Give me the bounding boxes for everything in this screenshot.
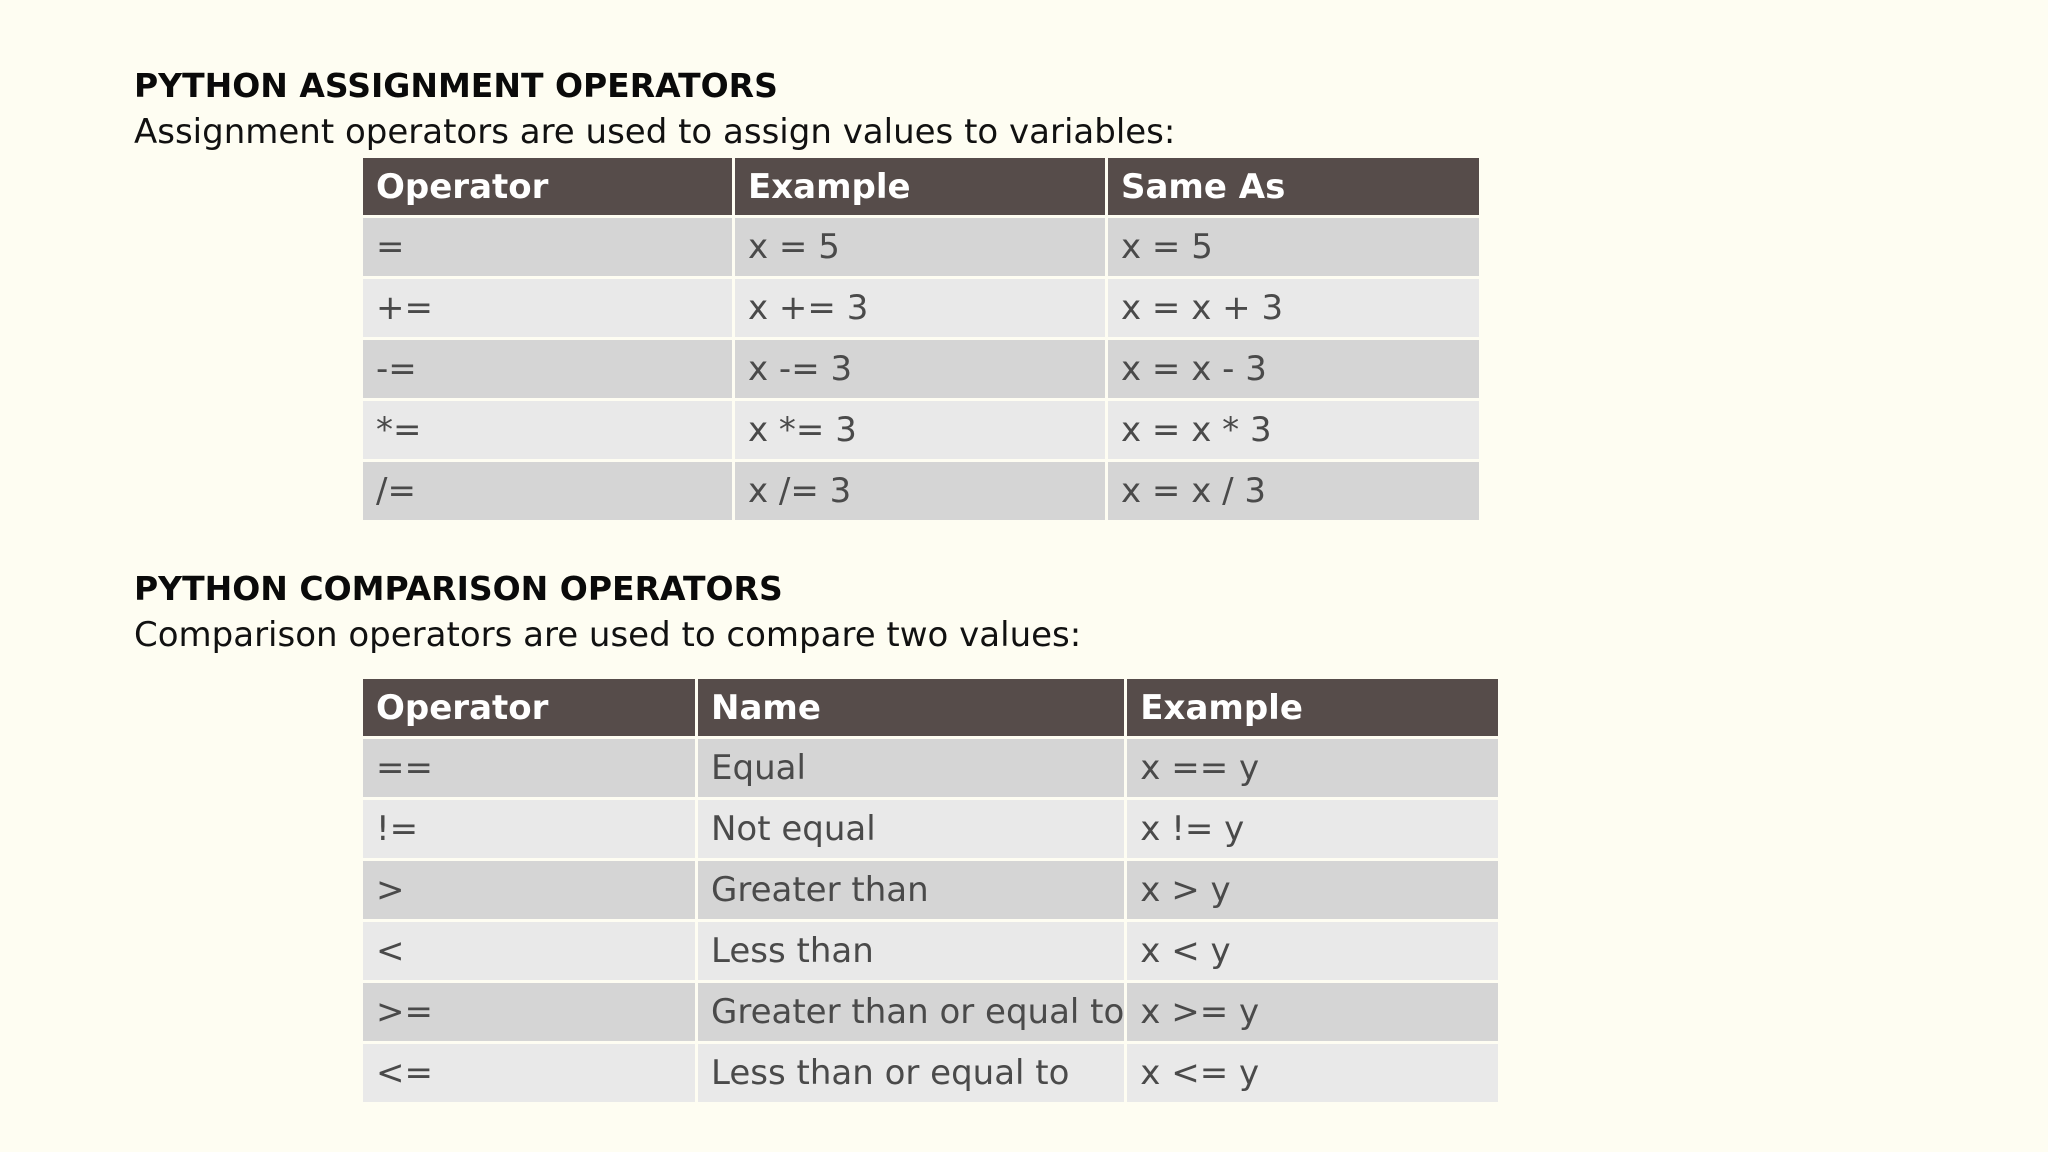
same-as-cell: x = x - 3 [1108,340,1479,398]
table-row [363,861,1498,919]
table-row [363,800,1498,858]
operator-cell: *= [363,401,732,459]
operator-cell: += [363,279,732,337]
name-cell: Less than or equal to [698,1044,1124,1102]
example-cell: x += 3 [735,279,1105,337]
table-row [363,340,1479,398]
table-row [363,401,1479,459]
column-header-same-as: Same As [1108,158,1479,215]
table-row [363,983,1498,1041]
column-header-example: Example [1127,679,1498,736]
assignment-section-description: Assignment operators are used to assign values to variables: [134,112,1176,152]
name-cell: Not equal [698,800,1124,858]
example-cell: x == y [1127,739,1498,797]
table-row [363,1044,1498,1102]
operator-cell: == [363,739,695,797]
example-cell: x >= y [1127,983,1498,1041]
assignment-section-title: PYTHON ASSIGNMENT OPERATORS [134,66,778,105]
name-cell: Greater than [698,861,1124,919]
table-row [363,922,1498,980]
table-row [363,279,1479,337]
column-header-operator: Operator [363,679,695,736]
same-as-cell: x = 5 [1108,218,1479,276]
operator-cell: != [363,800,695,858]
example-cell: x *= 3 [735,401,1105,459]
column-header-example: Example [735,158,1105,215]
example-cell: x = 5 [735,218,1105,276]
same-as-cell: x = x * 3 [1108,401,1479,459]
comparison-operators-table [360,676,1501,1105]
operator-cell: = [363,218,732,276]
example-cell: x -= 3 [735,340,1105,398]
operator-cell: -= [363,340,732,398]
table-header-row [363,679,1498,736]
example-cell: x != y [1127,800,1498,858]
example-cell: x > y [1127,861,1498,919]
name-cell: Less than [698,922,1124,980]
name-cell: Equal [698,739,1124,797]
table-row [363,462,1479,520]
assignment-operators-table [360,155,1482,523]
same-as-cell: x = x + 3 [1108,279,1479,337]
example-cell: x < y [1127,922,1498,980]
table-header-row [363,158,1479,215]
example-cell: x <= y [1127,1044,1498,1102]
comparison-section-description: Comparison operators are used to compare two values: [134,615,1082,655]
operator-cell: >= [363,983,695,1041]
operator-cell: /= [363,462,732,520]
table-row [363,739,1498,797]
column-header-operator: Operator [363,158,732,215]
comparison-section-title: PYTHON COMPARISON OPERATORS [134,569,783,608]
name-cell: Greater than or equal to [698,983,1124,1041]
column-header-name: Name [698,679,1124,736]
operator-cell: < [363,922,695,980]
example-cell: x /= 3 [735,462,1105,520]
operator-cell: <= [363,1044,695,1102]
table-row [363,218,1479,276]
same-as-cell: x = x / 3 [1108,462,1479,520]
operator-cell: > [363,861,695,919]
